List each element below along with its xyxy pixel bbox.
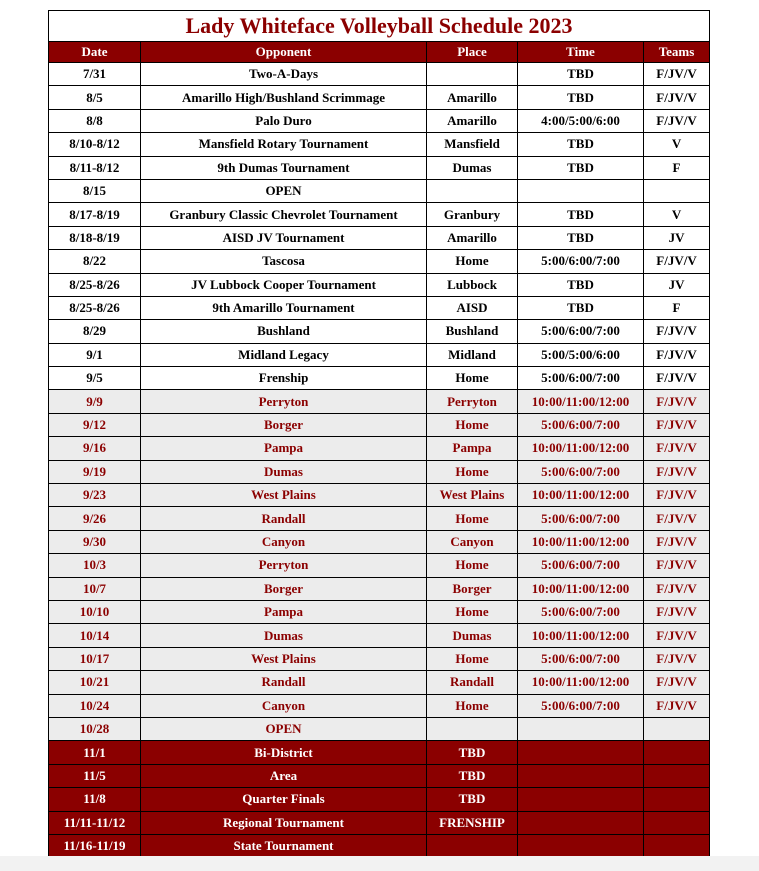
cell-teams	[644, 717, 710, 740]
page-bottom-edge	[0, 856, 759, 871]
cell-time: 5:00/6:00/7:00	[518, 647, 644, 670]
cell-teams: F/JV/V	[644, 507, 710, 530]
cell-place: Home	[427, 250, 518, 273]
cell-place: Granbury	[427, 203, 518, 226]
cell-date: 10/24	[49, 694, 141, 717]
cell-opponent: Amarillo High/Bushland Scrimmage	[141, 86, 427, 109]
table-row	[49, 296, 710, 319]
cell-time: 5:00/6:00/7:00	[518, 320, 644, 343]
header-place: Place	[427, 42, 518, 63]
cell-place	[427, 179, 518, 202]
table-row	[49, 694, 710, 717]
cell-place: Home	[427, 367, 518, 390]
table-row	[49, 109, 710, 132]
table-row	[49, 86, 710, 109]
cell-teams: JV	[644, 273, 710, 296]
cell-place: Amarillo	[427, 226, 518, 249]
cell-opponent: Randall	[141, 671, 427, 694]
cell-teams: F/JV/V	[644, 554, 710, 577]
cell-place: Home	[427, 600, 518, 623]
cell-time: 5:00/6:00/7:00	[518, 600, 644, 623]
table-row	[49, 390, 710, 413]
cell-time	[518, 717, 644, 740]
cell-teams: F/JV/V	[644, 320, 710, 343]
schedule-body	[49, 63, 710, 858]
table-row	[49, 554, 710, 577]
cell-time: 10:00/11:00/12:00	[518, 437, 644, 460]
table-row	[49, 460, 710, 483]
cell-teams: V	[644, 203, 710, 226]
cell-opponent: Perryton	[141, 390, 427, 413]
cell-teams	[644, 811, 710, 834]
table-row	[49, 226, 710, 249]
cell-opponent: Regional Tournament	[141, 811, 427, 834]
table-row	[49, 764, 710, 787]
cell-place	[427, 834, 518, 857]
cell-teams: F/JV/V	[644, 671, 710, 694]
cell-time	[518, 741, 644, 764]
cell-place: Home	[427, 460, 518, 483]
cell-date: 10/7	[49, 577, 141, 600]
cell-place: TBD	[427, 764, 518, 787]
header-time: Time	[518, 42, 644, 63]
cell-opponent: Tascosa	[141, 250, 427, 273]
schedule-title: Lady Whiteface Volleyball Schedule 2023	[49, 11, 710, 42]
table-row	[49, 413, 710, 436]
cell-teams: JV	[644, 226, 710, 249]
cell-place: TBD	[427, 741, 518, 764]
cell-teams: F/JV/V	[644, 367, 710, 390]
cell-time: 5:00/6:00/7:00	[518, 694, 644, 717]
cell-teams	[644, 764, 710, 787]
cell-date: 10/3	[49, 554, 141, 577]
cell-time: 5:00/6:00/7:00	[518, 367, 644, 390]
header-row	[49, 42, 710, 63]
table-row	[49, 717, 710, 740]
cell-opponent: Bi-District	[141, 741, 427, 764]
cell-opponent: Perryton	[141, 554, 427, 577]
cell-time	[518, 811, 644, 834]
cell-place	[427, 63, 518, 86]
cell-date: 9/9	[49, 390, 141, 413]
cell-time: 10:00/11:00/12:00	[518, 530, 644, 553]
cell-opponent: Frenship	[141, 367, 427, 390]
cell-opponent: Canyon	[141, 694, 427, 717]
cell-date: 9/26	[49, 507, 141, 530]
header-date: Date	[49, 42, 141, 63]
table-row	[49, 834, 710, 857]
cell-date: 8/5	[49, 86, 141, 109]
cell-place: Home	[427, 647, 518, 670]
table-row	[49, 741, 710, 764]
cell-time: TBD	[518, 86, 644, 109]
cell-date: 8/29	[49, 320, 141, 343]
cell-teams: F/JV/V	[644, 86, 710, 109]
cell-opponent: Mansfield Rotary Tournament	[141, 133, 427, 156]
cell-opponent: Pampa	[141, 600, 427, 623]
cell-place: Amarillo	[427, 109, 518, 132]
cell-date: 9/16	[49, 437, 141, 460]
cell-time	[518, 788, 644, 811]
cell-place: Midland	[427, 343, 518, 366]
cell-teams: F/JV/V	[644, 530, 710, 553]
cell-place: AISD	[427, 296, 518, 319]
cell-opponent: Two-A-Days	[141, 63, 427, 86]
cell-opponent: OPEN	[141, 179, 427, 202]
cell-teams	[644, 179, 710, 202]
cell-place: Mansfield	[427, 133, 518, 156]
cell-date: 9/23	[49, 484, 141, 507]
cell-teams	[644, 788, 710, 811]
cell-opponent: Bushland	[141, 320, 427, 343]
cell-opponent: West Plains	[141, 647, 427, 670]
cell-date: 10/28	[49, 717, 141, 740]
cell-opponent: West Plains	[141, 484, 427, 507]
cell-opponent: Randall	[141, 507, 427, 530]
cell-date: 8/18-8/19	[49, 226, 141, 249]
table-row	[49, 671, 710, 694]
cell-date: 10/21	[49, 671, 141, 694]
table-row	[49, 203, 710, 226]
cell-teams: F/JV/V	[644, 577, 710, 600]
cell-place: TBD	[427, 788, 518, 811]
cell-opponent: Dumas	[141, 624, 427, 647]
cell-opponent: Midland Legacy	[141, 343, 427, 366]
cell-date: 9/1	[49, 343, 141, 366]
cell-teams: V	[644, 133, 710, 156]
cell-date: 10/10	[49, 600, 141, 623]
cell-opponent: Quarter Finals	[141, 788, 427, 811]
cell-date: 9/12	[49, 413, 141, 436]
cell-place: Bushland	[427, 320, 518, 343]
cell-teams	[644, 834, 710, 857]
cell-place: Amarillo	[427, 86, 518, 109]
cell-date: 10/17	[49, 647, 141, 670]
cell-date: 8/10-8/12	[49, 133, 141, 156]
cell-opponent: Area	[141, 764, 427, 787]
cell-place: Lubbock	[427, 273, 518, 296]
cell-time	[518, 834, 644, 857]
cell-opponent: OPEN	[141, 717, 427, 740]
cell-place: Randall	[427, 671, 518, 694]
table-row	[49, 250, 710, 273]
header-teams: Teams	[644, 42, 710, 63]
cell-teams: F/JV/V	[644, 390, 710, 413]
schedule-table	[48, 10, 710, 858]
cell-place: Dumas	[427, 156, 518, 179]
cell-opponent: Canyon	[141, 530, 427, 553]
cell-time: 5:00/6:00/7:00	[518, 554, 644, 577]
cell-time: 10:00/11:00/12:00	[518, 484, 644, 507]
cell-teams: F/JV/V	[644, 437, 710, 460]
cell-opponent: AISD JV Tournament	[141, 226, 427, 249]
cell-date: 9/19	[49, 460, 141, 483]
cell-place: Home	[427, 554, 518, 577]
cell-date: 9/30	[49, 530, 141, 553]
cell-date: 8/15	[49, 179, 141, 202]
cell-opponent: Dumas	[141, 460, 427, 483]
cell-teams: F	[644, 296, 710, 319]
table-row	[49, 811, 710, 834]
cell-date: 11/8	[49, 788, 141, 811]
table-row	[49, 156, 710, 179]
cell-teams: F/JV/V	[644, 413, 710, 436]
cell-date: 7/31	[49, 63, 141, 86]
cell-date: 11/16-11/19	[49, 834, 141, 857]
cell-date: 8/25-8/26	[49, 296, 141, 319]
table-row	[49, 437, 710, 460]
cell-place: Borger	[427, 577, 518, 600]
cell-time: TBD	[518, 203, 644, 226]
cell-time	[518, 764, 644, 787]
cell-teams: F/JV/V	[644, 484, 710, 507]
table-row	[49, 530, 710, 553]
cell-place: West Plains	[427, 484, 518, 507]
cell-teams: F/JV/V	[644, 647, 710, 670]
cell-opponent: 9th Amarillo Tournament	[141, 296, 427, 319]
header-opponent: Opponent	[141, 42, 427, 63]
cell-opponent: JV Lubbock Cooper Tournament	[141, 273, 427, 296]
cell-teams: F/JV/V	[644, 250, 710, 273]
cell-time: 5:00/6:00/7:00	[518, 507, 644, 530]
cell-teams: F/JV/V	[644, 600, 710, 623]
cell-time: 5:00/5:00/6:00	[518, 343, 644, 366]
table-row	[49, 133, 710, 156]
table-row	[49, 343, 710, 366]
table-row	[49, 624, 710, 647]
cell-time: 5:00/6:00/7:00	[518, 250, 644, 273]
cell-date: 8/8	[49, 109, 141, 132]
cell-teams: F/JV/V	[644, 624, 710, 647]
table-row	[49, 63, 710, 86]
table-row	[49, 273, 710, 296]
cell-teams: F/JV/V	[644, 694, 710, 717]
cell-date: 9/5	[49, 367, 141, 390]
cell-time: 10:00/11:00/12:00	[518, 390, 644, 413]
cell-place: Home	[427, 413, 518, 436]
cell-time: TBD	[518, 133, 644, 156]
cell-opponent: Granbury Classic Chevrolet Tournament	[141, 203, 427, 226]
cell-time: TBD	[518, 296, 644, 319]
cell-date: 8/11-8/12	[49, 156, 141, 179]
table-row	[49, 647, 710, 670]
cell-date: 8/25-8/26	[49, 273, 141, 296]
cell-place: FRENSHIP	[427, 811, 518, 834]
cell-date: 10/14	[49, 624, 141, 647]
cell-teams	[644, 741, 710, 764]
cell-date: 11/1	[49, 741, 141, 764]
cell-opponent: 9th Dumas Tournament	[141, 156, 427, 179]
cell-place: Perryton	[427, 390, 518, 413]
cell-date: 11/5	[49, 764, 141, 787]
cell-place	[427, 717, 518, 740]
cell-date: 8/17-8/19	[49, 203, 141, 226]
cell-date: 11/11-11/12	[49, 811, 141, 834]
cell-place: Home	[427, 694, 518, 717]
table-row	[49, 367, 710, 390]
table-row	[49, 507, 710, 530]
cell-opponent: Pampa	[141, 437, 427, 460]
table-row	[49, 320, 710, 343]
table-row	[49, 179, 710, 202]
cell-opponent: Borger	[141, 577, 427, 600]
cell-time	[518, 179, 644, 202]
cell-time: TBD	[518, 63, 644, 86]
table-row	[49, 577, 710, 600]
cell-teams: F/JV/V	[644, 109, 710, 132]
cell-time: 5:00/6:00/7:00	[518, 460, 644, 483]
cell-date: 8/22	[49, 250, 141, 273]
cell-place: Home	[427, 507, 518, 530]
cell-time: TBD	[518, 273, 644, 296]
cell-opponent: Palo Duro	[141, 109, 427, 132]
cell-teams: F	[644, 156, 710, 179]
cell-time: 10:00/11:00/12:00	[518, 577, 644, 600]
cell-place: Dumas	[427, 624, 518, 647]
table-row	[49, 484, 710, 507]
cell-teams: F/JV/V	[644, 460, 710, 483]
cell-place: Canyon	[427, 530, 518, 553]
cell-opponent: State Tournament	[141, 834, 427, 857]
cell-opponent: Borger	[141, 413, 427, 436]
cell-teams: F/JV/V	[644, 343, 710, 366]
cell-time: 4:00/5:00/6:00	[518, 109, 644, 132]
cell-time: 5:00/6:00/7:00	[518, 413, 644, 436]
cell-time: 10:00/11:00/12:00	[518, 624, 644, 647]
table-row	[49, 600, 710, 623]
cell-time: 10:00/11:00/12:00	[518, 671, 644, 694]
cell-time: TBD	[518, 226, 644, 249]
cell-place: Pampa	[427, 437, 518, 460]
cell-time: TBD	[518, 156, 644, 179]
cell-teams: F/JV/V	[644, 63, 710, 86]
table-row	[49, 788, 710, 811]
